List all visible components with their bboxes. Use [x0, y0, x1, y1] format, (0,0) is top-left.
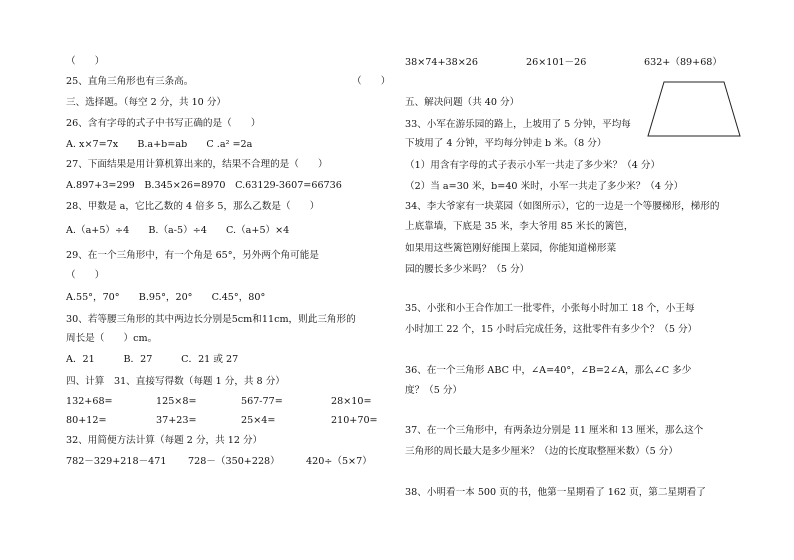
q25-text: 25、直角三角形也有三条高。: [66, 76, 194, 87]
q30-text-2: 周长是（ ）cm。: [66, 333, 158, 344]
q25-answer-paren: （ ）: [352, 76, 391, 87]
q29-answer-paren: （ ）: [66, 270, 105, 281]
right-top-item-1: 38×74+38×26: [405, 57, 478, 68]
q29-text: 29、在一个三角形中，有一个角是 65°，另外两个角可能是: [66, 250, 319, 261]
right-top-item-2: 26×101－26: [526, 57, 587, 68]
calc-r2-c4: 210+70=: [331, 415, 378, 426]
calc-r2-c1: 80+12=: [66, 415, 107, 426]
q27-text: 27、下面结果是用计算机算出来的，结果不合理的是（ ）: [66, 159, 328, 170]
q33-sub-1: （1）用含有字母的式子表示小军一共走了多少米？（4 分）: [405, 160, 661, 171]
q32-item-3: 420÷（5×7）: [306, 456, 372, 467]
q37-text-2: 三角形的周长最大是多少厘米？（边的长度取整厘米数）（5 分）: [405, 446, 678, 457]
calc-r1-c4: 28×10=: [331, 396, 372, 407]
q33-text-2: 下坡用了 4 分钟，平均每分钟走 b 米。（8 分）: [405, 138, 607, 149]
q37-text: 37、在一个三角形中，有两条边分别是 11 厘米和 13 厘米，那么这个: [405, 425, 704, 436]
q36-text-2: 度？（5 分）: [405, 385, 463, 396]
q35-text-2: 小时加工 22 个，15 小时后完成任务，这批零件有多少个？（5 分）: [405, 324, 698, 335]
q27-options: A.897+3=299 B.345×26=8970 C.63129-3607=66736: [66, 180, 342, 191]
q32-item-2: 728－（350+228）: [188, 456, 280, 467]
q38-text: 38、小明看一本 500 页的书，他第一星期看了 162 页，第二星期看了: [405, 487, 706, 498]
trapezoid-figure: [644, 80, 744, 138]
left-top-paren: （ ）: [66, 56, 105, 67]
q33-sub-2: （2）当 a=30 米，b=40 米时，小军一共走了多少米？（4 分）: [405, 181, 684, 192]
q34-text-4: 园的腰长多少米吗？（5 分）: [405, 264, 530, 275]
section-4-heading: 四、计算 31、直接写得数（每题 1 分，共 8 分）: [66, 376, 285, 387]
q26-text: 26、含有字母的式子中书写正确的是（ ）: [66, 118, 261, 129]
q32-text: 32、用简便方法计算（每题 2 分，共 12 分）: [66, 435, 263, 446]
q34-text: 34、李大爷家有一块菜园（如图所示），它的一边是一个等腰梯形，梯形的: [405, 201, 720, 212]
calc-r1-c3: 567-77=: [241, 396, 283, 407]
q35-text: 35、小张和小王合作加工一批零件，小张每小时加工 18 个，小王每: [405, 303, 695, 314]
q28-text: 28、甲数是 a，它比乙数的 4 倍多 5，那么乙数是（ ）: [66, 201, 320, 212]
section-5-heading: 五、解决问题（共 40 分）: [405, 97, 520, 108]
q30-text: 30、若等腰三角形的其中两边长分别是5cm和11cm，则此三角形的: [66, 314, 356, 325]
q26-options: A. x×7=7x B.a+b=ab C .a² =2a: [66, 139, 253, 150]
calc-r1-c1: 132+68=: [66, 396, 113, 407]
q33-text: 33、小军在游乐园的路上，上坡用了 5 分钟，平均每: [405, 119, 631, 130]
q34-text-3: 如果用这些篱笆刚好能围上菜园，你能知道梯形菜: [405, 243, 617, 254]
right-top-item-3: 632+（89+68）: [644, 57, 722, 68]
calc-r2-c2: 37+23=: [156, 415, 197, 426]
calc-r1-c2: 125×8=: [156, 396, 197, 407]
q32-item-1: 782－329+218－471: [66, 456, 167, 467]
section-3-heading: 三、选择题。（每空 2 分，共 10 分）: [66, 97, 227, 108]
calc-r2-c3: 25×4=: [241, 415, 276, 426]
q29-options: A.55°，70° B.95°，20° C.45°，80°: [66, 292, 266, 303]
q28-options: A.（a+5）÷4 B.（a-5）÷4 C.（a+5）×4: [66, 225, 290, 236]
q36-text: 36、在一个三角形 ABC 中，∠A=40°，∠B=2∠A，那么∠C 多少: [405, 365, 692, 376]
q30-options: A．21 B．27 C．21 或 27: [66, 354, 239, 365]
q34-text-2: 上底靠墙，下底是 35 米，李大爷用 85 米长的篱笆，: [405, 221, 634, 232]
